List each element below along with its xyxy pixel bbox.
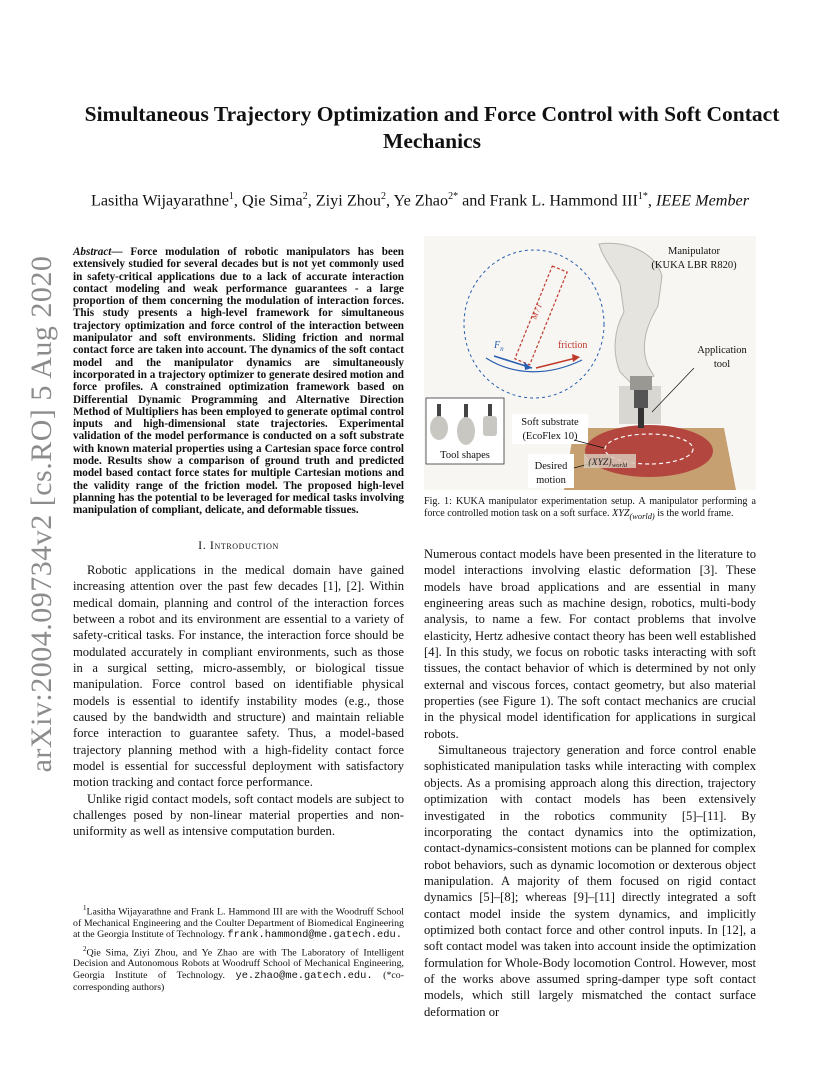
right-column — [424, 546, 756, 1020]
author-name: Ye Zhao — [393, 191, 449, 210]
author-affiliation: 2 — [381, 191, 386, 202]
world-frame-label: $\{XYZ\}_{world}$ — [588, 458, 628, 469]
figure-illustration — [424, 236, 756, 490]
author-membership: IEEE Member — [655, 191, 750, 210]
abstract — [73, 246, 404, 517]
motion-label: motion — [536, 475, 566, 486]
author-affiliation: 2* — [448, 191, 459, 202]
body-paragraph: Numerous contact models have been presented in the literature to model interactions involving elastic deformation [3]. These models have broad applications and are essential in many engineering areas such as machine design, robotics, multi-body analysis, to name a few. For contact problems that involve elasticity, Hertz adhesive contact theory has been well established [4]. In this study, we focus on robotic tasks interacting with soft tissues, the contact behavior of which is determined by not only external and viscous forces, contact geometry, but also material properties (see Figure 1). The soft contact mechanics are crucial in the physical model identification for applications in surgical robots. — [424, 547, 756, 741]
manipulator-label: Manipulator — [668, 246, 720, 257]
body-paragraph: Simultaneous trajectory generation and force control enable sophisticated manipulation tasks while interacting with complex objects. As a promising approach along this direction, trajectory optimization with contact models has been extensively investigated in the robotics community [5]–[11]. By incorporating the contact dynamics into the optimization, contact-dynamics-consistent motions can be planned for complex robot behaviors, such as dynamic locomotion or dexterous object manipulation. A majority of them focused on rigid contact dynamics [5]–[8]; whereas [9]–[11] directly integrated a soft contact model inside the system dynamics, and implicitly optimized both contact force and other control inputs. In [12], a soft contact model was taken into account inside the optimization formulation for Whole-Body locomotion Control. However, most of the works above assumed spring-damper type soft contact models, which still largely mismatched the contact surface deformation or — [424, 743, 756, 1019]
author-name: Qie Sima — [242, 191, 303, 210]
tool-label: tool — [713, 359, 731, 370]
paper-title: Simultaneous Trajectory Optimization and Force Control with Soft Contact Mechanics — [84, 102, 780, 153]
abstract-text: — Force modulation of robotic manipulators has been extensively studied for several decades but is not yet commonly used in safety-critical applications due to a lack of accurate interaction contact modeling and weak performance guarantees - a large proportion of them concerning the modulation of interaction forces. This study presents a high-level framework for simultaneous trajectory optimization and force control of the interaction between manipulator and soft environments. Sliding friction and normal contact force are taken into account. The dynamics of the soft contact model and the manipulator dynamics are simultaneously incorporated in a trajectory optimizer to generate desired motion and force profiles. A constrained optimization framework based on Differential Dynamic Programming and Alternative Direction Method of Multipliers has been employed to generate optimal control inputs and high-dimensional state trajectories. Experimental validation of the model performance is conducted on a soft substrate with known material properties using a Cartesian space force control mode. Results show a comparison of ground truth and predicted model based contact force states for multiple Cartesian motions and the validity range of the friction model. The proposed high-level planning has the potential to be leveraged for medical tasks involving manipulation of compliant, delicate, and deformable tissues. — [73, 246, 404, 517]
arxiv-identifier: arXiv:2004.09734v2 [cs.RO] 5 Aug 2020 — [25, 255, 58, 773]
desired-label: Desired — [534, 461, 568, 472]
author-name: Frank L. Hammond III — [489, 191, 638, 210]
application-label: Application — [697, 345, 747, 356]
body-paragraph: Unlike rigid contact models, soft contact models are subject to challenges posed by non-linear material properties and non-uniformity as well as intensive computation burden. — [73, 791, 404, 839]
normal-force-label: $F_n$ — [494, 340, 504, 353]
mass-inertia-label: M / I — [529, 302, 544, 321]
figure-1 — [424, 236, 756, 490]
body-paragraph: Robotic applications in the medical domain have gained increasing attention over the past few decades [1], [2]. Within medical domain, planning and control of the interaction forces between a robot and its environment are essential to a variety of safety-critical tasks. For instance, the interaction force should be modulated accurately in compliant environments, such as those in a surgical setting, micro-assembly, or biological tissue manipulation. Force control based on identifiable physical models is essential to identify instability modes (e.g., those caused by the bandwidth and structure) and maintain reliable force interaction to guarantee safety. Thus, a model-based trajectory planning method with a high-fidelity contact force model is essential for successful deployment with satisfactory motion tracking and contact force performance. — [73, 562, 404, 790]
friction-label: friction — [558, 340, 588, 351]
footnotes — [73, 903, 404, 996]
author-name: Ziyi Zhou — [315, 191, 381, 210]
author-list: Lasitha Wijayarathne$^1$, Qie Sima$^2$, Ziyi Zhou$^2$, Ye Zhao$^{2*}$ and Frank L. Hammond $III^{1*}$, IEEE Member — [90, 191, 750, 210]
author-affiliation: 1* — [637, 191, 648, 202]
author-affiliation: 1 — [228, 191, 234, 202]
email-link[interactable]: frank.hammond@me.gatech.edu. — [227, 928, 402, 941]
figure-caption: Fig. 1: KUKA manipulator experimentation setup. A manipulator performing a force controlled motion task on a soft surface. $XYZ_{(world)}$ is the world frame. — [424, 496, 756, 521]
tool-shapes-label: Tool shapes — [440, 450, 490, 461]
manipulator-model-label: (KUKA LBR R820) — [651, 260, 737, 271]
left-column — [73, 246, 404, 840]
author-name: Lasitha Wijayarathne — [90, 191, 229, 210]
section-heading: I. Introduction — [198, 537, 279, 552]
author-affiliation: 2 — [302, 191, 308, 202]
footnote-2: $^2$Qie Sima, Ziyi Zhou, and Ye Zhao are with The Laboratory of Intelligent Decision and Autonomous Robots at Woodruff School of Mechanical Engineering, Georgia Institute of Technology. ye.zhao@me.gatech.edu. (*co-corresponding authors) — [73, 944, 405, 993]
footnote-1: $^1$Lasitha Wijayarathne and Frank L. Hammond III are with the Woodruff School of Mechanical Engineering and the Coulter Department of Biomedical Engineering at the Georgia Institute of Technology. frank.hammond@me.gatech.edu. — [73, 904, 404, 941]
substrate-label: Soft substrate — [521, 417, 579, 428]
application-tool — [638, 408, 644, 428]
soft-substrate — [585, 425, 713, 477]
substrate-material-label: (EcoFlex 10) — [522, 431, 578, 442]
abstract-label: Abstract — [73, 246, 112, 258]
world-frame-symbol: XYZ — [612, 507, 630, 519]
email-link[interactable]: ye.zhao@me.gatech.edu. — [235, 969, 373, 982]
